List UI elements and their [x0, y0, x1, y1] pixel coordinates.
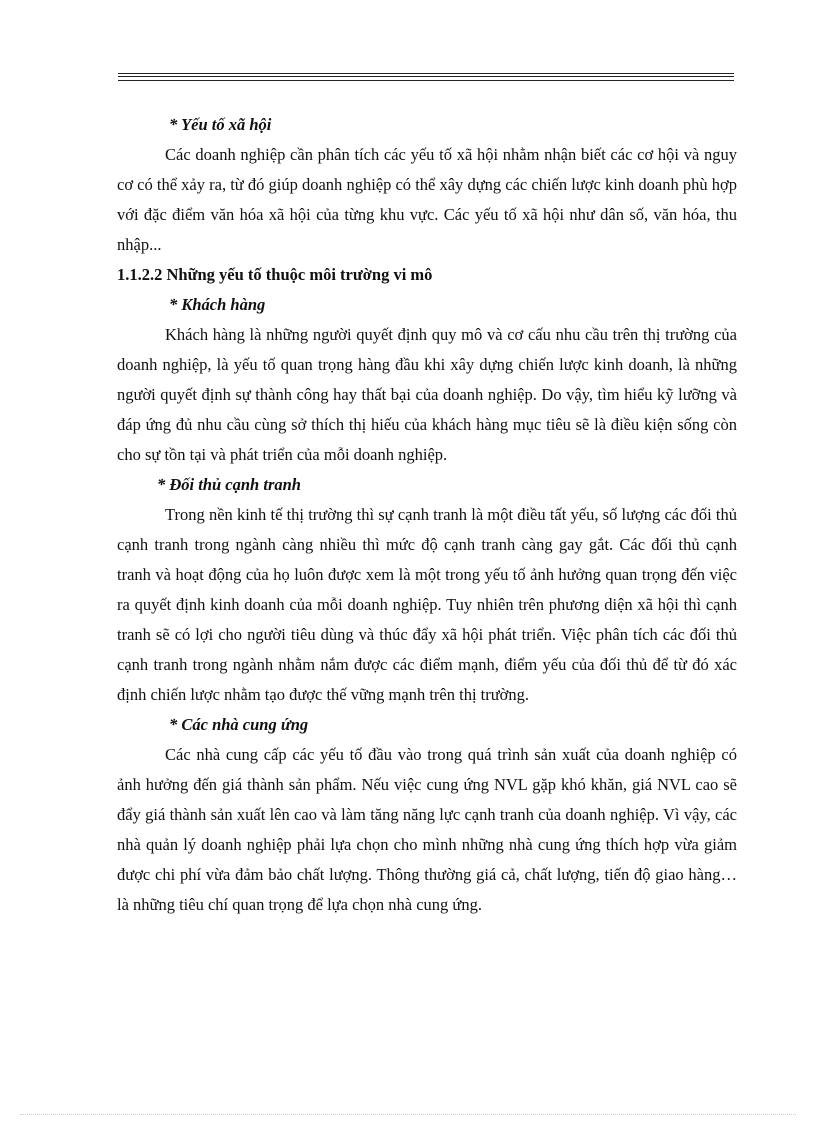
- paragraph-customers: Khách hàng là những người quyết định quy mô và cơ cấu nhu cầu trên thị trường của doanh nghiệp, là yếu tố quan trọng hàng đầu khi xây dựng chiến lược kinh doanh, là những người quyết định sự thành công hay thất bại của doanh nghiệp. Do vậy, tìm hiểu kỹ lưỡng và đáp ứng đủ nhu cầu cùng sở thích thị hiếu của khách hàng mục tiêu sẽ là điều kiện sống còn cho sự tồn tại và phát triển của mỗi doanh nghiệp.: [117, 325, 737, 464]
- page-bottom-border: [20, 1114, 796, 1115]
- heading-competitors: * Đối thủ cạnh tranh: [157, 475, 301, 494]
- paragraph-suppliers: Các nhà cung cấp các yếu tố đầu vào trong quá trình sản xuất của doanh nghiệp có ảnh hưởng đến giá thành sản phẩm. Nếu việc cung ứng NVL gặp khó khăn, giá NVL cao sẽ đẩy giá thành sản xuất lên cao và làm tăng năng lực cạnh tranh của doanh nghiệp. Vì vậy, các nhà quản lý doanh nghiệp phải lựa chọn cho mình những nhà cung ứng thích hợp vừa giảm được chi phí vừa đảm bảo chất lượng. Thông thường giá cả, chất lượng, tiến độ giao hàng…là những tiêu chí quan trọng để lựa chọn nhà cung ứng.: [117, 745, 737, 914]
- header-rule: [118, 73, 734, 81]
- document-body: [117, 110, 737, 920]
- heading-customers: * Khách hàng: [169, 295, 266, 314]
- heading-suppliers: * Các nhà cung ứng: [169, 715, 309, 734]
- paragraph-social-factors: Các doanh nghiệp cần phân tích các yếu tố xã hội nhằm nhận biết các cơ hội và nguy cơ có thể xảy ra, từ đó giúp doanh nghiệp có thể xây dựng các chiến lược kinh doanh phù hợp với đặc điểm văn hóa xã hội của từng khu vực. Các yếu tố xã hội như dân số, văn hóa, thu nhập...: [117, 145, 737, 254]
- heading-social-factors: * Yếu tố xã hội: [169, 115, 272, 134]
- paragraph-competitors: Trong nền kinh tế thị trường thì sự cạnh tranh là một điều tất yếu, số lượng các đối thủ cạnh tranh trong ngành càng nhiều thì mức độ cạnh tranh càng gay gắt. Các đối thủ cạnh tranh và hoạt động của họ luôn được xem là một trong yếu tố ảnh hưởng quan trọng đến việc ra quyết định kinh doanh của mỗi doanh nghiệp. Tuy nhiên trên phương diện xã hội thì cạnh tranh sẽ có lợi cho người tiêu dùng và thúc đẩy xã hội phát triển. Việc phân tích các đối thủ cạnh tranh trong ngành nhằm nắm được các điểm mạnh, điểm yếu của đối thủ để từ đó xác định chiến lược nhằm tạo được thế vững mạnh trên thị trường.: [117, 505, 737, 704]
- section-heading-micro-environment: 1.1.2.2 Những yếu tố thuộc môi trường vi mô: [117, 265, 433, 284]
